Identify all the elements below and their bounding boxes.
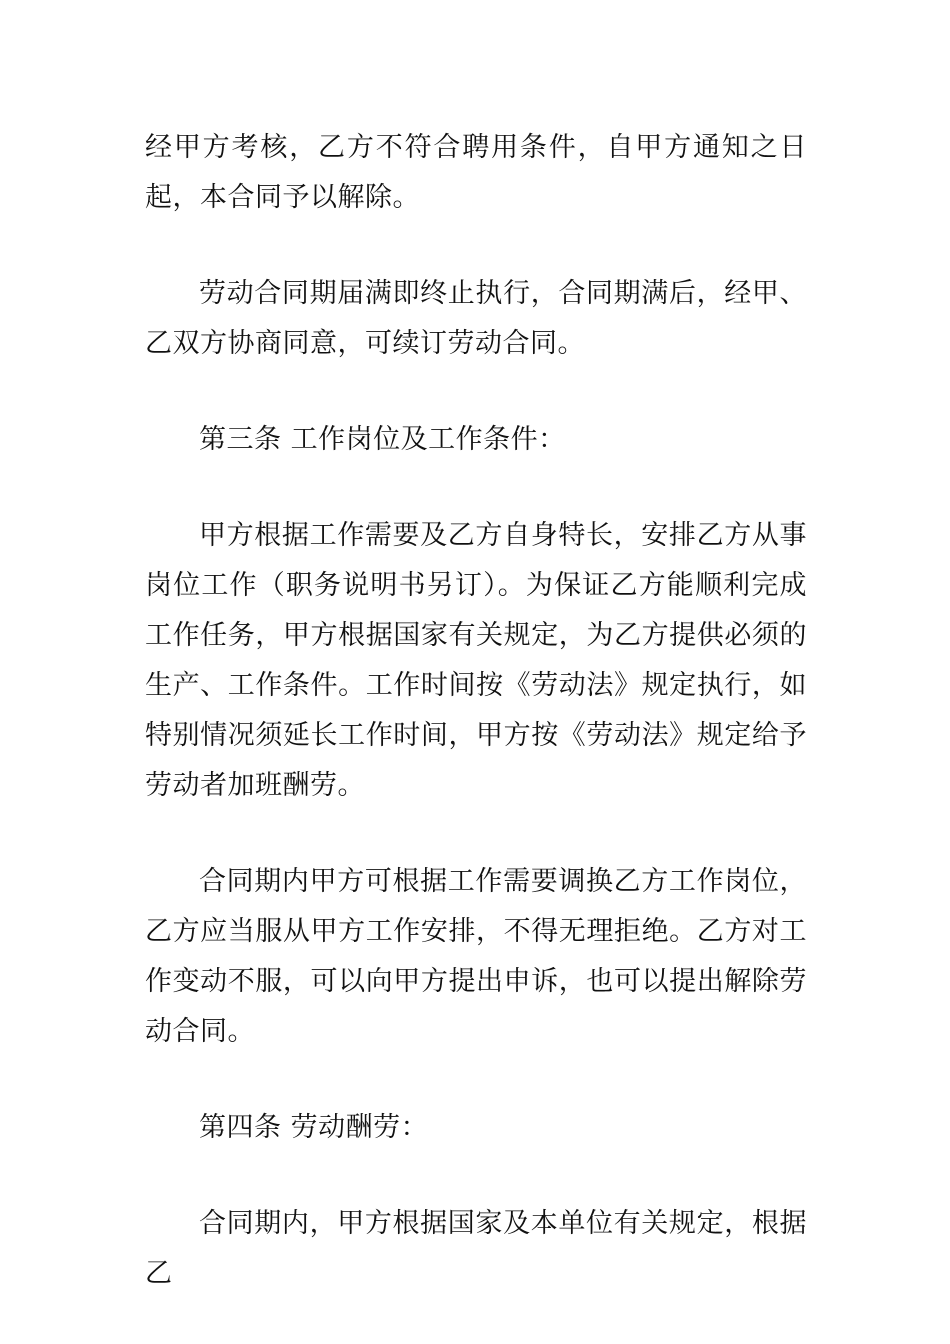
document-body (145, 123, 807, 1299)
paragraph-job-assignment: 甲方根据工作需要及乙方自身特长，安排乙方从事 岗位工作（职务说明书另订）。为保证乙方能顺利完成工作任务，甲方根据国家有关规定，为乙方提供必须的生产、工作条件。工作时间按《劳动法》规定执行，如特别情况须延长工作时间，甲方按《劳动法》规定给予劳动者加班酬劳。 (145, 520, 807, 801)
paragraph-contract-expiry: 劳动合同期届满即终止执行，合同期满后，经甲、乙双方协商同意，可续订劳动合同。 (145, 278, 807, 359)
article-3-heading: 第三条 工作岗位及工作条件： (199, 424, 566, 455)
paragraph-remuneration: 合同期内，甲方根据国家及本单位有关规定，根据乙 (145, 1208, 807, 1289)
paragraph-termination-on-assessment: 经甲方考核，乙方不符合聘用条件，自甲方通知之日起，本合同予以解除。 (145, 132, 807, 213)
article-4-heading: 第四条 劳动酬劳： (199, 1112, 429, 1143)
paragraph-job-transfer: 合同期内甲方可根据工作需要调换乙方工作岗位，乙方应当服从甲方工作安排，不得无理拒绝。乙方对工作变动不服，可以向甲方提出申诉，也可以提出解除劳动合同。 (145, 866, 807, 1047)
